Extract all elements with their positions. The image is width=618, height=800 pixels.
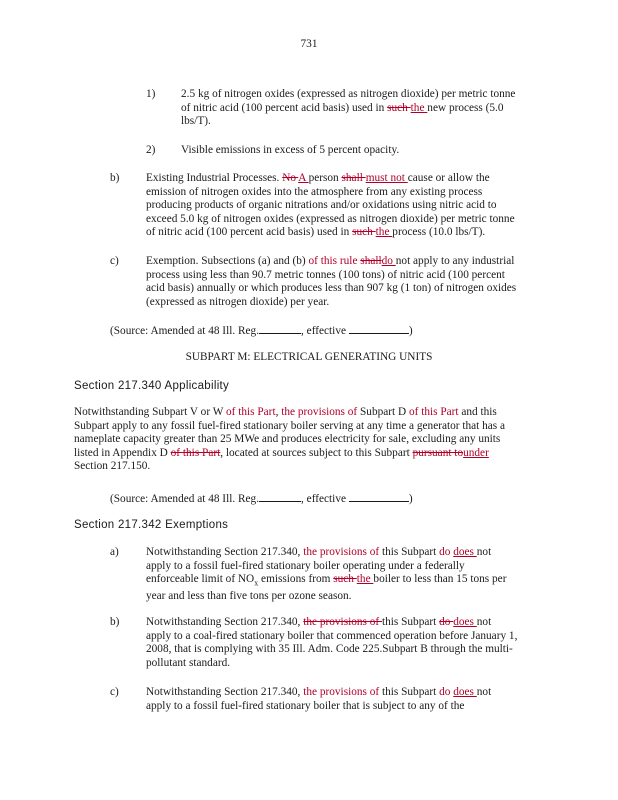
inserted-text: of this Part	[408, 406, 462, 418]
deleted-text: No	[282, 172, 299, 184]
inserted-text: must not	[365, 172, 408, 184]
inserted-text: the	[375, 226, 393, 239]
section-heading: Section 217.340 Applicability	[74, 380, 230, 392]
deleted-text: shall	[360, 255, 382, 267]
section-paragraph: Notwithstanding Subpart V or W of this Part, the provisions of Subpart D of this Part and this Subpart apply to any fossil fuel-fired stationary boiler serving at any time a generator that has a nameplate capacity greater than 25 MWe and produces electricity for sale, excluding any units listed in Appendix D of this Part, located at sources subject to this Subpart pursuant tounder Section 217.150.	[74, 406, 506, 473]
list-label-b: b)	[110, 172, 120, 184]
inserted-text: the provisions of	[303, 686, 382, 698]
inserted-text: does	[453, 616, 477, 628]
list-label-1: 1)	[146, 88, 156, 100]
inserted-text: do	[439, 546, 454, 558]
blank-line	[349, 491, 409, 502]
source-note: (Source: Amended at 48 Ill. Reg. , effective )	[110, 325, 413, 337]
subpart-title: SUBPART M: ELECTRICAL GENERATING UNITS	[185, 351, 433, 363]
inserted-text: the	[356, 573, 374, 586]
deleted-text: such	[333, 573, 357, 586]
inserted-text: the	[410, 101, 428, 114]
inserted-text: under	[463, 446, 489, 459]
list-item-2: Visible emissions in excess of 5 percent opacity.	[181, 144, 400, 156]
list-label-c2: c)	[110, 686, 119, 698]
section-heading: Section 217.342 Exemptions	[74, 519, 229, 531]
blank-line	[349, 323, 409, 334]
page-number: 731	[300, 38, 318, 50]
list-label-a: a)	[110, 546, 119, 558]
deleted-text: shall	[341, 172, 366, 184]
deleted-text: such	[387, 101, 411, 114]
source-note: (Source: Amended at 48 Ill. Reg. , effective )	[110, 493, 413, 505]
deleted-text: pursuant to	[412, 446, 464, 459]
blank-line	[259, 491, 301, 502]
list-item-c: Exemption. Subsections (a) and (b) of this rule shalldo not apply to any industrial process using less than 90.7 metric tonnes (100 tons) of nitric acid (100 percent acid basis) annually or which produces less than 907 kg (1 ton) of nitrogen oxides (expressed as nitrogen dioxide) per year.	[146, 255, 517, 308]
inserted-text: the provisions of	[281, 406, 361, 418]
deleted-text: of this Part	[170, 446, 221, 459]
deleted-text: such	[352, 226, 376, 239]
inserted-text: of this rule	[308, 255, 361, 267]
list-label-b2: b)	[110, 616, 120, 628]
inserted-text: of this Part	[226, 406, 276, 418]
list-item-a: Notwithstanding Section 217.340, the provisions of this Subpart do does not apply to a fossil fuel-fired stationary boiler operating under a federally enforceable limit of $NO_x$ emissions from such the boiler to less than 15 tons per year and less than five tons per ozone season.	[146, 546, 507, 603]
inserted-text: does	[453, 686, 477, 698]
list-label-c: c)	[110, 255, 119, 267]
inserted-text: does	[453, 546, 477, 558]
deleted-text: the provisions of	[303, 616, 382, 628]
inserted-text: do	[439, 686, 454, 698]
list-item-b2: Notwithstanding Section 217.340, the provisions of this Subpart do does not apply to a coal-fired stationary boiler that commenced operation before January 1, 2008, that is complying with 35 Ill. Adm. Code 225.Subpart B through the multi- pollutant standard.	[146, 616, 518, 669]
inserted-text: A	[298, 172, 309, 184]
blank-line	[259, 323, 301, 334]
list-label-2: 2)	[146, 144, 156, 156]
deleted-text: do	[439, 616, 454, 628]
inserted-text: the provisions of	[303, 546, 382, 558]
list-item-1: 2.5 kg of nitrogen oxides (expressed as nitrogen dioxide) per metric tonne of nitric acid (100 percent acid basis) used in such the new process (5.0 lbs/T).	[181, 88, 516, 128]
inserted-text: do	[381, 255, 396, 267]
list-item-c2: Notwithstanding Section 217.340, the provisions of this Subpart do does not apply to a fossil fuel-fired stationary boiler that is subject to any of the	[146, 686, 492, 712]
list-item-b: Existing Industrial Processes. No A person shall must not cause or allow the emission of nitrogen oxides into the atmosphere from any existing process producing products of organic nitrations and/or oxidations using nitric acid to exceed 5.0 kg of nitrogen oxides (expressed as nitrogen dioxide) per metric tonne of nitric acid (100 percent acid basis) used in such the process (10.0 lbs/T).	[146, 172, 515, 239]
